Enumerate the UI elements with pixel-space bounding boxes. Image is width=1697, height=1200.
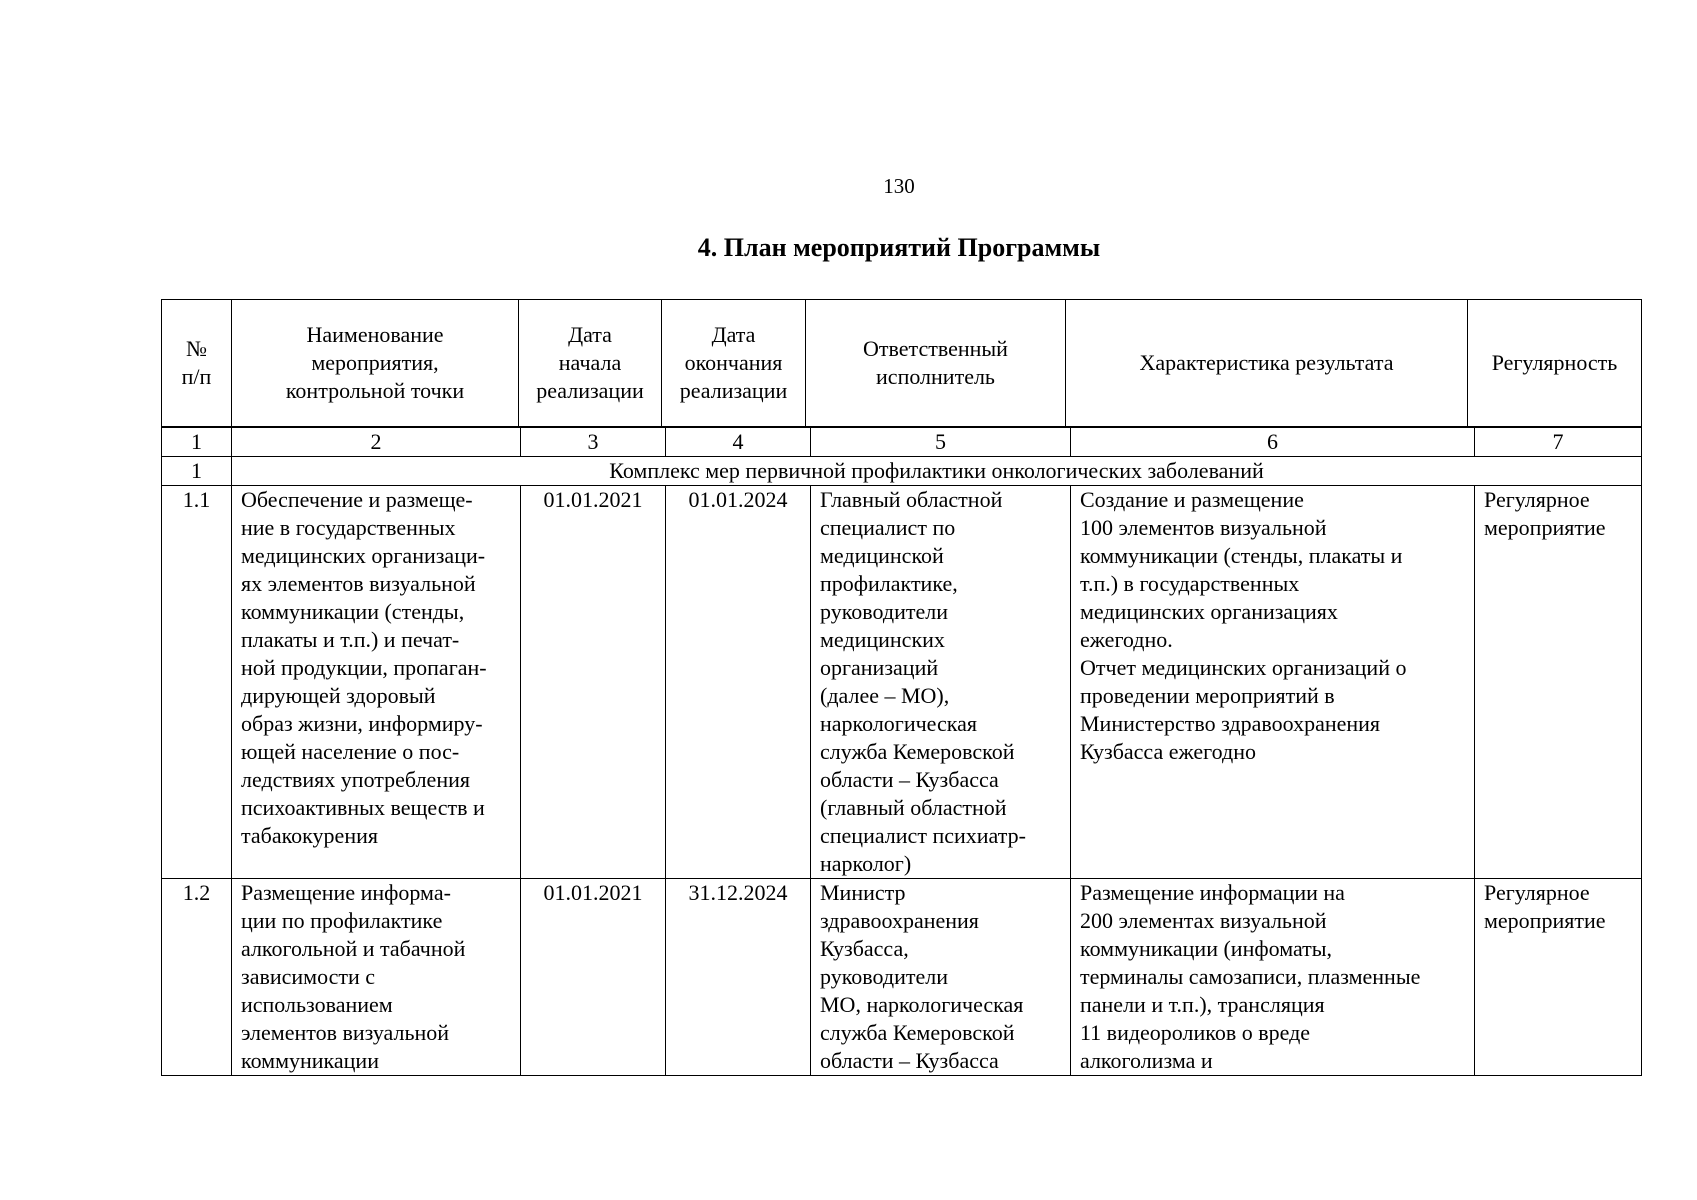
column-number: 1 — [162, 428, 232, 457]
column-number: 2 — [232, 428, 521, 457]
column-number: 5 — [811, 428, 1071, 457]
column-number: 4 — [666, 428, 811, 457]
end-date: 01.01.2024 — [666, 486, 811, 879]
table-header — [161, 299, 1642, 427]
header-cell-regularity: Регулярность — [1468, 300, 1642, 427]
event-name: Обеспечение и размеще- ние в государственных медицинских организаци- ях элементов визуальной коммуникации (стенды, плакаты и т.п.) и печат- ной продукции, пропаган- дирующей здоровый образ жизни, информиру- ющей население о пос- ледствиях употребления психоактивных веществ и табакокурения — [232, 486, 521, 879]
plan-table — [161, 427, 1642, 1076]
start-date: 01.01.2021 — [521, 486, 666, 879]
result-description: Создание и размещение 100 элементов визуальной коммуникации (стенды, плакаты и т.п.) в государственных медицинских организациях ежегодно. Отчет медицинских организаций о проведении мероприятий в Министерство здравоохранения Кузбасса ежегодно — [1071, 486, 1475, 879]
table-row — [162, 879, 1642, 1076]
responsible-executor: Главный областной специалист по медицинской профилактике, руководители медицинских организаций (далее – МО), наркологическая служба Кемеровской области – Кузбасса (главный областной специалист психиатр- нарколог) — [811, 486, 1071, 879]
header-cell-start-date: Дата начала реализации — [519, 300, 662, 427]
start-date: 01.01.2021 — [521, 879, 666, 1076]
document-title: 4. План мероприятий Программы — [697, 233, 1101, 262]
header-cell-result: Характеристика результата — [1066, 300, 1468, 427]
table-row — [162, 486, 1642, 879]
section-row — [162, 457, 1642, 486]
result-description: Размещение информации на 200 элементах визуальной коммуникации (инфоматы, терминалы самозаписи, плазменные панели и т.п.), трансляция 11 видеороликов о вреде алкоголизма и — [1071, 879, 1475, 1076]
end-date: 31.12.2024 — [666, 879, 811, 1076]
column-number: 7 — [1475, 428, 1642, 457]
event-name: Размещение информа- ции по профилактике алкогольной и табачной зависимости с использованием элементов визуальной коммуникации — [232, 879, 521, 1076]
section-title: Комплекс мер первичной профилактики онкологических заболеваний — [232, 457, 1642, 486]
header-cell-executor: Ответственный исполнитель — [806, 300, 1066, 427]
regularity: Регулярное мероприятие — [1475, 486, 1642, 879]
column-number-row — [162, 428, 1642, 457]
header-cell-end-date: Дата окончания реализации — [662, 300, 806, 427]
column-number: 3 — [521, 428, 666, 457]
header-cell-name: Наименование мероприятия, контрольной точки — [232, 300, 519, 427]
row-number: 1.1 — [162, 486, 232, 879]
header-row — [162, 300, 1642, 427]
column-number: 6 — [1071, 428, 1475, 457]
section-number: 1 — [162, 457, 232, 486]
responsible-executor: Министр здравоохранения Кузбасса, руководители МО, наркологическая служба Кемеровской области – Кузбасса — [811, 879, 1071, 1076]
row-number: 1.2 — [162, 879, 232, 1076]
header-cell-number: № п/п — [162, 300, 232, 427]
regularity: Регулярное мероприятие — [1475, 879, 1642, 1076]
page-number: 130 — [883, 174, 915, 198]
